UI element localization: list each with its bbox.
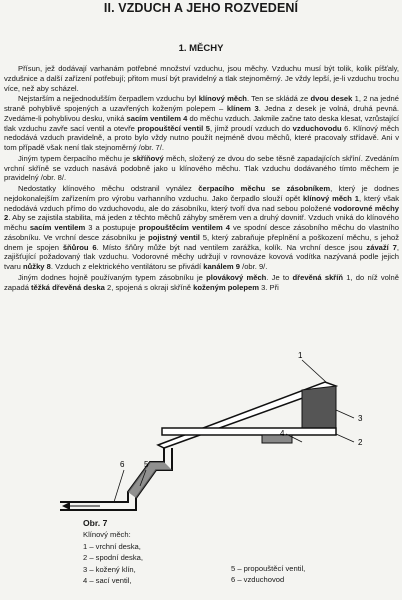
bold-term: propouštěcím ventilem 4	[138, 223, 231, 232]
legend-item: 3 – kožený klín,	[83, 564, 136, 574]
paragraph	[4, 94, 399, 153]
text-run: , který je dodnes nejdokonalejším zařízením pro výrobu varhanního vzduchu. Jako čerpadlo slouží opět	[4, 184, 400, 203]
legend-item: 1 – vrchní deska,	[83, 541, 141, 551]
leather-wedge	[302, 386, 336, 430]
paragraph	[4, 273, 399, 293]
callout-3: 3	[358, 414, 363, 423]
text-run: 3. Při	[258, 282, 279, 292]
figure-title: Obr. 7	[83, 518, 108, 528]
bold-term: skříňový	[132, 153, 164, 163]
chapter-title: II. VZDUCH A JEHO ROZVEDENÍ	[103, 1, 299, 15]
bold-term: závaží 7	[366, 242, 397, 252]
text-run: . Vzduch z elektrického ventilátoru se přivádí	[50, 262, 204, 271]
text-run: . Ten se skládá ze	[246, 94, 311, 104]
bold-term: vzduchovodu	[292, 123, 342, 133]
text-run: 6. Klínový měch nedodává vzduch pravidelně, a proto bylo vždy nutno použít nejméně dvou měchů, které pracovaly střídavě. Ani v tom případě však není tlak stejnoměrný /obr. 7/.	[4, 123, 400, 152]
callout-5: 5	[144, 460, 149, 469]
bottom-board	[162, 428, 336, 435]
bold-term: pojistný ventil	[148, 232, 200, 242]
bold-term: vodorovné měchy 2	[4, 203, 399, 223]
text-run: Přísun, jež dodávají varhanám potřebné množství vzduchu, jsou měchy. Vzduchu musí být tolik, kolik píšťaly, vzdušnice a další zařízení potřebují; přitom musí být pravidelný a tlak stejnoměrný. Je vždy lepší, je-li vzduchu trochu více, než aby scházel.	[4, 64, 399, 93]
legend-column-1	[83, 541, 231, 587]
text-run: Nejstarším a nejjednodušším čerpadlem vzduchu byl	[18, 94, 199, 104]
bold-term: čerpacího měchu se zásobníkem	[198, 184, 331, 193]
intake-valve	[262, 435, 292, 443]
callout-1: 1	[298, 351, 303, 360]
figure-subtitle: Klínový měch:	[83, 530, 131, 540]
callout-4: 4	[280, 429, 285, 438]
legend-item: 4 – sací ventil,	[83, 576, 132, 586]
text-run: ve spodní desce zásobního měchu do vlastního zásobníku. Ve vrchní desce zásobníku je	[4, 223, 400, 242]
text-run: 2, spojená s okraji skříně	[104, 282, 194, 292]
text-run: 3 a postupuje	[85, 223, 139, 232]
section-title: 1. MĚCHY	[178, 43, 224, 54]
text-run: 5, který zabraňuje přeplnění a poškození měchu, s jehož dnem je spojen	[4, 232, 399, 252]
legend-item: 6 – vzduchovod	[231, 575, 285, 585]
text-run: . Jedna z desek je volná, druhá pevná. Zvedáme-li pohyblivou desku, vniká	[4, 104, 400, 123]
bellows-diagram	[40, 330, 380, 530]
text-run: , jímž proudí vzduch do	[209, 123, 293, 133]
figure-legend	[83, 541, 393, 587]
bold-term: kanálem 9	[203, 262, 240, 271]
bold-term: těžká dřevěná deska	[31, 282, 105, 292]
text-run: , který však nedodává vzduch přímo do vzduchovodu, ale do zásobníku, který tvoří dva nad sebou položené	[4, 193, 399, 213]
callout-2: 2	[358, 438, 363, 447]
bold-term: šňůrou 6	[62, 242, 97, 252]
paragraph	[4, 154, 399, 183]
bold-term: dřevěná skříň	[292, 272, 344, 282]
paragraph	[4, 64, 399, 93]
bold-term: dvou desek	[310, 94, 353, 104]
air-duct-inner	[60, 448, 172, 510]
bold-term: koženým polepem	[193, 282, 259, 292]
bold-term: plovákový měch	[206, 272, 267, 282]
bold-term: klínem 3	[226, 104, 259, 113]
paragraph	[4, 184, 399, 272]
legend-column-2	[231, 563, 379, 587]
bold-term: sacím ventilem	[29, 223, 86, 232]
text-run: měch, složený ze dvou do sebe těsně zapadajících skříní. Zvedáním vrchní skříně se vzduch nasává podobně jako u klínového měchu. Tlak vzduchu dodávaného tímto měchem je pravidelný /obr. 8/.	[4, 153, 400, 183]
text-run: . Místo šňůry může být nad ventilem zarážka, kolík. Na vrchní desce jsou	[96, 242, 367, 252]
bold-term: sacím ventilem 4	[126, 113, 188, 123]
text-run: 1, do níž volně zapadá	[4, 272, 400, 292]
legend-item: 5 – propouštěcí ventil,	[231, 563, 306, 573]
text-run: . Je to	[266, 272, 293, 282]
callout-6: 6	[120, 460, 125, 469]
bold-term: nůžky 8	[23, 262, 51, 271]
text-run: /obr. 9/.	[239, 262, 268, 271]
text-run: Jiným dodnes hojně používaným typem zásobníku je	[18, 272, 207, 282]
text-run: do měchu vzduch. Jakmile začne tato deska klesat, vzrůstající tlak vzduchu zavře sací ventil a otevře	[4, 113, 399, 133]
text-run: Jiným typem čerpacího měchu je	[18, 153, 133, 163]
text-run: 1, 2 na jedné straně pohyblivě spojených a uzavřených koženým polepem –	[4, 94, 399, 113]
bold-term: klínový měch	[198, 94, 247, 104]
text-run: . Aby se zajistila stabilita, má jeden z těchto měchů záhyby směrem ven a druhý dovnitř. Vzduch vniká do klínového měchu	[4, 213, 399, 232]
body-text	[4, 64, 399, 293]
text-run: , zajišťující požadovaný tlak vzduchu. Vodorovné měchy udržují v rovnováze kovová vodítka nazývaná podle jejich tvaru	[4, 242, 399, 271]
bold-term: propouštěcí ventil 5	[137, 123, 210, 133]
text-run: Nedostatky klínového měchu odstranil vynález	[18, 184, 199, 193]
flow-arrow-head	[62, 502, 70, 510]
figure-caption	[83, 518, 393, 586]
legend-item: 2 – spodní deska,	[83, 553, 143, 563]
bold-term: klínový měch 1	[303, 193, 360, 203]
